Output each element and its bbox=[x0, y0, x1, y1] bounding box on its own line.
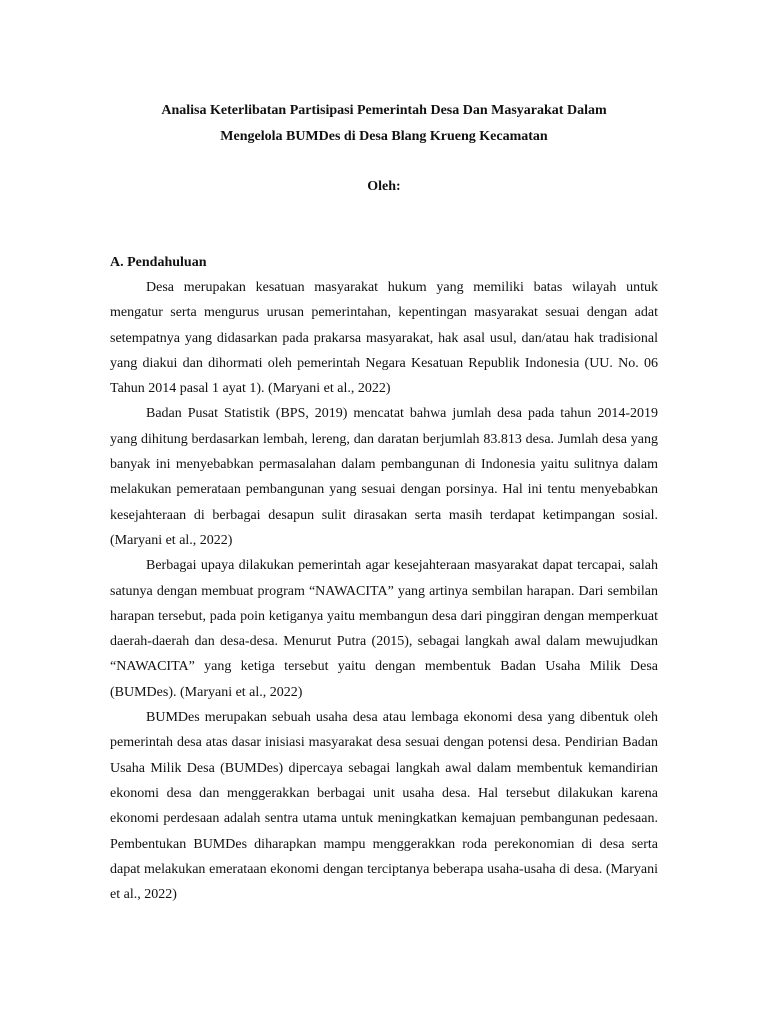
author-byline: Oleh: bbox=[367, 179, 401, 194]
paragraph: Berbagai upaya dilakukan pemerintah agar kesejahteraan masyarakat dapat tercapai, salah satunya dengan membuat program “NAWACITA” yang artinya sembilan harapan. Dari sembilan harapan tersebut, pada poin ketiganya yaitu membangun desa dari pinggiran dengan memperkuat daerah-daerah dan desa-desa. Menurut Putra (2015), sebagai langkah awal dalam mewujudkan “NAWACITA” yang ketiga tersebut yaitu dengan membentuk Badan Usaha Milik Desa (BUMDes). (Maryani et al., 2022) bbox=[110, 558, 658, 700]
paragraph: Badan Pusat Statistik (BPS, 2019) mencatat bahwa jumlah desa pada tahun 2014-2019 yang dihitung berdasarkan lembah, lereng, dan daratan berjumlah 83.813 desa. Jumlah desa yang banyak ini menyebabkan permasalahan dalam pembangunan di Indonesia yaitu sulitnya dalam melakukan pemerataan pembangunan yang sesuai dengan porsinya. Hal ini tentu menyebabkan kesejahteraan di berbagai desapun sulit dirasakan serta masih terdapat ketimpangan sosial. (Maryani et al., 2022) bbox=[110, 406, 658, 548]
document-title-line-1: Analisa Keterlibatan Partisipasi Pemerintah Desa Dan Masyarakat Dalam bbox=[161, 103, 607, 118]
section-heading-pendahuluan: A. Pendahuluan bbox=[110, 255, 207, 270]
paragraph: BUMDes merupakan sebuah usaha desa atau lembaga ekonomi desa yang dibentuk oleh pemerintah desa atas dasar inisiasi masyarakat desa sesuai dengan potensi desa. Pendirian Badan Usaha Milik Desa (BUMDes) dipercaya sebagai langkah awal dalam membentuk kemandirian ekonomi desa dan menggerakkan berbagai unit usaha desa. Hal tersebut dilakukan karena ekonomi perdesaan adalah sentra utama untuk meningkatkan kemajuan pembangunan pedesaan. Pembentukan BUMDes diharapkan mampu menggerakkan roda perekonomian di desa serta dapat melakukan emerataan ekonomi dengan terciptanya beberapa usaha-usaha di desa. (Maryani et al., 2022) bbox=[110, 710, 658, 903]
paragraph: Desa merupakan kesatuan masyarakat hukum yang memiliki batas wilayah untuk mengatur serta mengurus urusan pemerintahan, kepentingan masyarakat sesuai dengan adat setempatnya yang didasarkan pada prakarsa masyarakat, hak asal usul, dan/atau hak tradisional yang diakui dan dihormati oleh pemerintah Negara Kesatuan Republik Indonesia (UU. No. 06 Tahun 2014 pasal 1 ayat 1). (Maryani et al., 2022) bbox=[110, 280, 658, 397]
document-title-line-2: Mengelola BUMDes di Desa Blang Krueng Kecamatan bbox=[220, 129, 548, 144]
section-body bbox=[110, 275, 658, 907]
